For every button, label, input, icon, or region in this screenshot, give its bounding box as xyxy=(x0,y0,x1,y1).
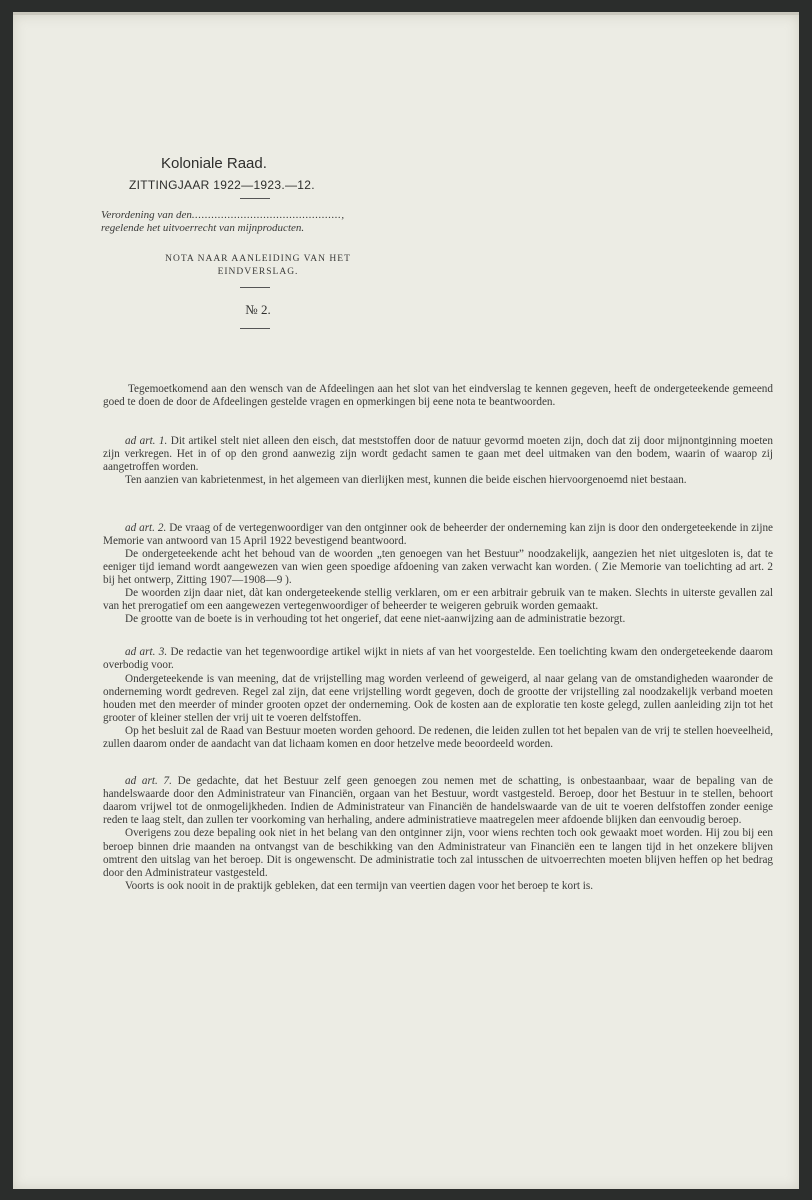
intro-paragraph: Tegemoetkomend aan den wensch van de Afdeelingen aan het slot van het eindverslag te kennen gegeven, heeft de ondergeteekende gemeend goed te doen de door de Afdeelingen gestelde vragen en opmerkingen bij eene nota te beantwoorden. xyxy=(103,383,773,409)
document-number: № 2. xyxy=(245,302,271,317)
section-lead xyxy=(103,646,773,672)
article-label: ad art. 1. xyxy=(125,435,168,448)
section-art-2 xyxy=(103,522,773,627)
section-paragraph: Overigens zou deze bepaling ook niet in het belang van den ontginner zijn, voor wiens rechten toch ook gewaakt moet worden. Hij zou bij een beroep binnen drie maanden na ontvangst van de beschikking van den Administrateur van Financiën een te langen tijd in het onzekere blijven omtrent den uitslag van het beroep. Dit is ongewenscht. De administratie toch zal intusschen de uitvoerrechten moeten blijven heffen op het bedrag door den Administrateur vastgesteld. xyxy=(103,827,773,879)
article-label: ad art. 7. xyxy=(125,775,172,788)
section-art-1 xyxy=(103,435,773,487)
council-title: Koloniale Raad. xyxy=(161,155,267,172)
section-paragraph: De woorden zijn daar niet, dàt kan ondergeteekende stellig verklaren, om er een arbitrair gebruik van te maken. Slechts in uiterste gevallen zal van het prerogatief om een aangewezen vertegenwoordiger of beheerder te weigeren gebruik worden gemaakt. xyxy=(103,587,773,613)
section-paragraph: Op het besluit zal de Raad van Bestuur moeten worden gehoord. De redenen, die leiden zullen tot het bepalen van de vrij te stellen hoeveelheid, zullen daarom onder de aandacht van dat lichaam komen en door hetzelve mede beoordeeld worden. xyxy=(103,724,773,750)
section-art-3 xyxy=(103,646,773,751)
ordinance-title xyxy=(101,209,423,235)
document-page xyxy=(13,12,799,1189)
section-lead-text: De gedachte, dat het Bestuur zelf geen genoegen zou nemen met de schatting, is onbestaanbaar, waar de bepaling van de handelswaarde door den Administrateur van Financiën, orgaan van het Bestuur, wordt vastgesteld. Beroep, door het Bestuur in te stellen, behoort daarom vrijwel tot de onmogelijkheden. Indien de Administrateur van Financiën de handelswaarde van de uit te voeren delfstoffen zonder eenige reden te laag stelt, dan zullen ter voorkoming van herhaling, andere administratieve maatregelen meer afdoende blijken dan eenvoudig beroep. xyxy=(103,775,773,827)
article-label: ad art. 2. xyxy=(125,521,167,534)
section-lead xyxy=(103,775,773,827)
document-header xyxy=(93,155,423,335)
ordinance-line-1: Verordening van den xyxy=(101,209,192,221)
divider xyxy=(240,287,270,288)
section-lead xyxy=(103,435,773,474)
section-lead-text: Dit artikel stelt niet alleen den eisch, dat meststoffen door de natuur gevormd moeten zijn, doch dat zij door mijnontginning moeten zijn verkregen. Het in of op den grond aanwezig zijn wordt gedacht samen te gaan met deel uitmaken van den bodem, waarin of waarop zij aangetroffen worden. xyxy=(103,435,773,474)
ordinance-dots: .............................................., xyxy=(191,209,345,221)
section-lead xyxy=(103,522,773,548)
section-art-7 xyxy=(103,775,773,893)
nota-line-2: EINDVERSLAG. xyxy=(217,267,299,277)
divider xyxy=(240,198,270,199)
divider xyxy=(240,328,270,329)
section-paragraph: Ten aanzien van kabrietenmest, in het algemeen van dierlijken mest, kunnen die beide eischen hiervoorgenoemd niet bestaan. xyxy=(125,474,687,487)
nota-heading xyxy=(93,253,423,279)
nota-line-1: NOTA NAAR AANLEIDING VAN HET xyxy=(165,254,351,264)
session-year: ZITTINGJAAR 1922—1923.—12. xyxy=(129,178,315,192)
article-label: ad art. 3. xyxy=(125,646,168,659)
document-body xyxy=(103,383,773,893)
section-paragraph: Voorts is ook nooit in de praktijk gebleken, dat een termijn van veertien dagen voor het beroep te kort is. xyxy=(125,879,593,892)
section-paragraph: De grootte van de boete is in verhouding tot het ongerief, dat eene niet-aanwijzing aan de administratie bezorgt. xyxy=(125,613,626,626)
section-paragraph: Ondergeteekende is van meening, dat de vrijstelling mag worden verleend of geweigerd, al naar gelang van de omstandigheden waaronder de onderneming wordt gedreven. Regel zal zijn, dat eene vrijstelling wordt gegeven, doch de grootte der vrijstelling zal noodzakelijk verband moeten houden met den meerder of minder grooten opzet der onderneming. Ook de kosten aan de exploratie ten koste gelegd, zullen aanleiding zijn tot het grooter of kleiner stellen der vrij uit te voeren delfstoffen. xyxy=(103,672,773,724)
section-paragraph: De ondergeteekende acht het behoud van de woorden „ten genoegen van het Bestuur” noodzakelijk, aangezien het niet uitgesloten is, dat te eeniger tijd iemand wordt aangewezen van wien geen spoedige afdoening van zaken verwacht kan worden. ( Zie Memorie van toelichting ad art. 2 bij het ontwerp, Zitting 1907—1908—9 ). xyxy=(103,547,773,586)
ordinance-line-2: regelende het uitvoerrecht van mijnproducten. xyxy=(101,222,305,234)
section-lead-text: De redactie van het tegenwoordige artikel wijkt in niets af van het voorgestelde. Een toelichting kwam den ondergeteekende daarom overbodig voor. xyxy=(103,646,773,672)
section-lead-text: De vraag of de vertegenwoordiger van den ontginner ook de beheerder der onderneming kan zijn is door den ondergeteekende in zijne Memorie van antwoord van 15 April 1922 bevestigend beantwoord. xyxy=(103,521,774,547)
